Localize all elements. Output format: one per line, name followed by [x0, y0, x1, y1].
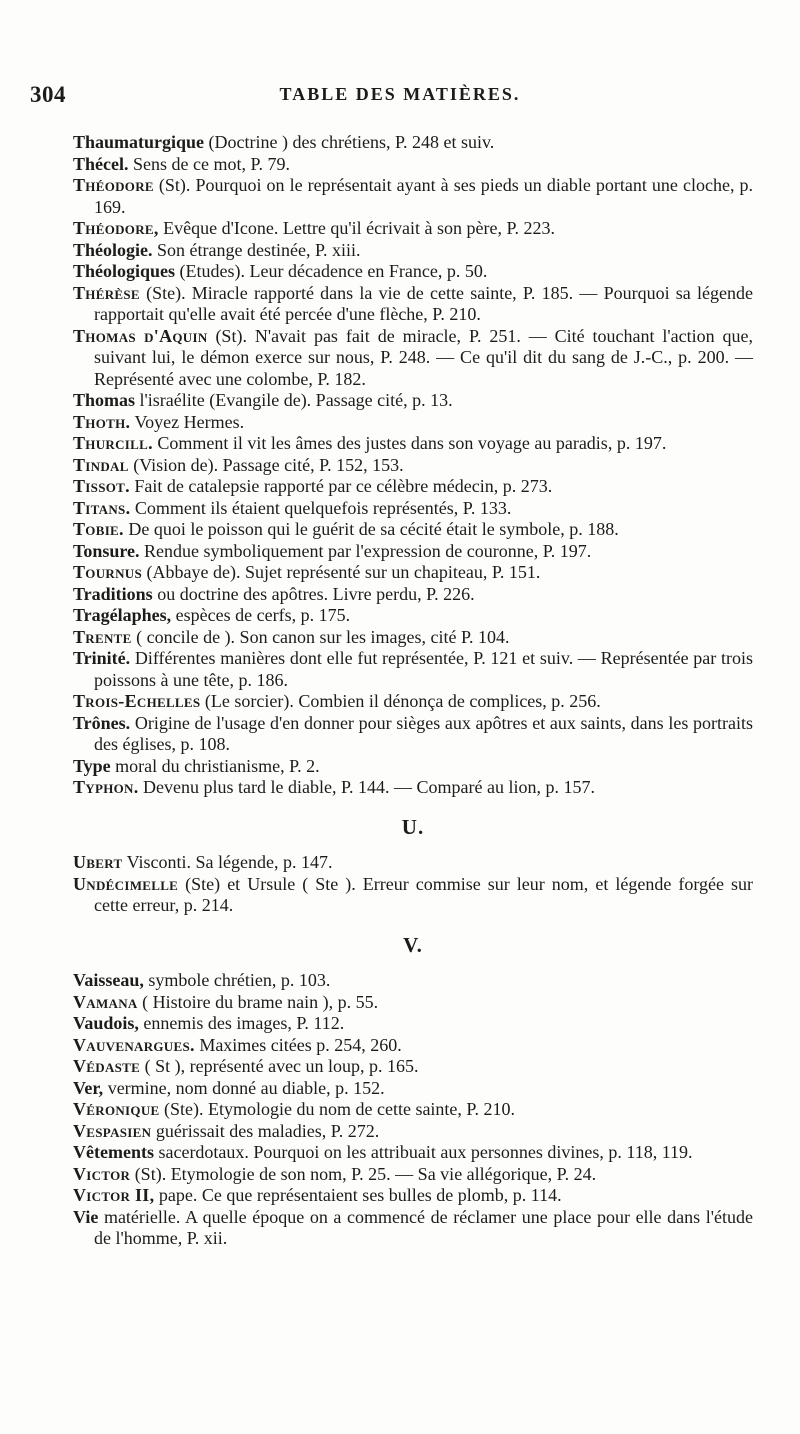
index-term: Thécel. — [73, 153, 129, 174]
index-description: moral du christianisme, P. 2. — [110, 755, 320, 776]
index-term: Thérèse — [73, 282, 140, 303]
index-term: Ubert — [73, 852, 123, 872]
index-description: ( Histoire du brame nain ), p. 55. — [137, 991, 379, 1012]
index-entry — [73, 970, 753, 992]
page-header — [30, 82, 770, 112]
index-term: Théodore — [73, 175, 154, 195]
index-entry — [73, 648, 753, 691]
index-term: Théologiques — [73, 261, 176, 281]
section-heading-v: V. — [403, 932, 423, 957]
section-heading-u: U. — [401, 814, 425, 839]
index-entry — [73, 1056, 753, 1078]
index-term: Undécimelle — [73, 873, 179, 894]
index-entry — [73, 326, 753, 391]
index-section-v — [73, 970, 753, 1250]
index-description: Maximes citées p. 254, 260. — [194, 1034, 402, 1055]
index-term: Védaste — [73, 1056, 141, 1076]
index-description: Devenu plus tard le diable, P. 144. — Comparé au lion, p. 157. — [138, 777, 595, 797]
index-description: l'israélite (Evangile de). Passage cité, p. 13. — [135, 390, 453, 410]
index-description: guérissait des maladies, P. 272. — [151, 1120, 380, 1141]
index-entry — [73, 1013, 753, 1035]
index-term: Trônes. — [73, 712, 131, 733]
index-description: (Ste). Etymologie du nom de cette sainte, P. 210. — [159, 1099, 515, 1119]
index-entry — [73, 519, 753, 541]
index-term: Trente — [73, 626, 132, 647]
index-entry — [73, 541, 753, 563]
index-entry — [73, 852, 753, 874]
index-description: vermine, nom donné au diable, p. 152. — [103, 1077, 385, 1098]
index-entry — [73, 777, 753, 799]
index-entry — [73, 1121, 753, 1143]
index-entry — [73, 1185, 753, 1207]
index-description: ou doctrine des apôtres. Livre perdu, P. 226. — [152, 583, 475, 604]
index-term: Thomas — [73, 390, 136, 410]
index-entry — [73, 584, 753, 606]
index-description: Fait de catalepsie rapporté par ce célèbre médecin, p. 273. — [129, 476, 553, 496]
index-description: pape. Ce que représentaient ses bulles de plomb, p. 114. — [154, 1185, 562, 1205]
index-entry — [73, 1035, 753, 1057]
index-description: (Abbaye de). Sujet représenté sur un chapiteau, P. 151. — [142, 562, 541, 582]
index-entry — [73, 1164, 753, 1186]
index-description: Son étrange destinée, P. xiii. — [152, 239, 361, 260]
index-entry — [73, 756, 753, 778]
index-entry — [73, 433, 753, 455]
index-description: (Etudes). Leur décadence en France, p. 50. — [175, 261, 488, 281]
index-description: (Ste). Miracle rapporté dans la vie de cette sainte, P. 185. — Pourquoi sa légende rapportait qu'elle avait été percée d'une flèche, P. 210. — [94, 282, 753, 324]
index-term: Vespasien — [73, 1120, 152, 1141]
index-description: espèces de cerfs, p. 175. — [171, 605, 351, 625]
index-entry — [73, 1142, 753, 1164]
index-entry — [73, 283, 753, 326]
index-description: matérielle. A quelle époque on a commencé de réclamer une place pour elle dans l'étude de l'homme, P. xii. — [94, 1206, 753, 1248]
index-description: Comment ils étaient quelquefois représentés, P. 133. — [130, 497, 512, 518]
index-term: Titans. — [73, 497, 131, 518]
index-description: (St). Pourquoi on le représentait ayant à ses pieds un diable portant une cloche, p. 169. — [94, 175, 753, 217]
index-term: Vaudois, — [73, 1013, 139, 1033]
index-term: Thurcill. — [73, 433, 153, 453]
index-description: ennemis des images, P. 112. — [138, 1013, 345, 1033]
index-term: Thaumaturgique — [73, 132, 205, 152]
index-term: Type — [73, 755, 111, 776]
index-term: Trois-Echelles — [73, 691, 201, 711]
index-term: Vamana — [73, 991, 138, 1012]
index-description: (St). Etymologie de son nom, P. 25. — Sa vie allégorique, P. 24. — [130, 1163, 597, 1184]
index-term: Tragélaphes, — [73, 605, 172, 625]
index-term: Vêtements — [73, 1142, 154, 1162]
index-entry — [73, 175, 753, 218]
index-entry — [73, 691, 753, 713]
index-description: (St). N'avait pas fait de miracle, P. 251. — Cité touchant l'action que, suivant lui, le démon exerce sur nous, P. 248. — Ce qu'il dit du sang de J.-C., p. 200. — Représenté avec une colombe, P. 182. — [94, 325, 753, 389]
index-term: Théologie. — [73, 239, 153, 260]
index-entry — [73, 874, 753, 917]
index-description: Voyez Hermes. — [130, 411, 245, 432]
index-term: Tindal — [73, 454, 129, 475]
index-description: (Doctrine ) des chrétiens, P. 248 et suiv. — [204, 132, 495, 152]
index-term: Théodore, — [73, 218, 159, 238]
index-description: Sens de ce mot, P. 79. — [128, 153, 290, 174]
index-entry — [73, 1078, 753, 1100]
index-term: Véronique — [73, 1099, 160, 1119]
index-description: sacerdotaux. Pourquoi on les attribuait aux personnes divines, p. 118, 119. — [153, 1142, 693, 1162]
index-entry — [73, 498, 753, 520]
index-term: Tournus — [73, 562, 143, 582]
index-entry — [73, 261, 753, 283]
index-entry — [73, 476, 753, 498]
index-description: De quoi le poisson qui le guérit de sa cécité était le symbole, p. 188. — [123, 519, 619, 539]
index-term: Victor II, — [73, 1185, 155, 1205]
index-description: ( concile de ). Son canon sur les images, cité P. 104. — [131, 626, 510, 647]
index-description: ( St ), représenté avec un loup, p. 165. — [140, 1056, 419, 1076]
index-term: Traditions — [73, 583, 153, 604]
index-description: Rendue symboliquement par l'expression de couronne, P. 197. — [139, 540, 592, 561]
index-description: Visconti. Sa légende, p. 147. — [122, 852, 333, 872]
index-term: Vie — [73, 1206, 99, 1227]
index-entry — [73, 627, 753, 649]
index-entry — [73, 132, 753, 154]
index-entry — [73, 455, 753, 477]
index-description: (Ste) et Ursule ( Ste ). Erreur commise sur leur nom, et légende forgée sur cette erreur, p. 214. — [94, 873, 753, 915]
index-description: Différentes manières dont elle fut représentée, P. 121 et suiv. — Représentée par trois poissons à une tête, p. 186. — [94, 648, 753, 690]
index-description: symbole chrétien, p. 103. — [143, 970, 331, 990]
index-entry — [73, 713, 753, 756]
index-term: Vaisseau, — [73, 970, 144, 990]
index-description: Origine de l'usage d'en donner pour sièges aux apôtres et aux saints, dans les portraits des églises, p. 108. — [94, 712, 753, 754]
index-section-u — [73, 852, 753, 917]
index-entry — [73, 390, 753, 412]
page-number: 304 — [30, 82, 66, 107]
index-entry — [73, 218, 753, 240]
index-entry — [73, 1099, 753, 1121]
index-term: Tobie. — [73, 519, 124, 539]
index-description: (Le sorcier). Combien il dénonça de complices, p. 256. — [200, 691, 601, 711]
index-term: Tonsure. — [73, 540, 140, 561]
index-entry — [73, 240, 753, 262]
index-term: Victor — [73, 1163, 131, 1184]
index-description: (Vision de). Passage cité, P. 152, 153. — [128, 454, 404, 475]
index-entry — [73, 154, 753, 176]
index-term: Tissot. — [73, 476, 130, 496]
index-term: Typhon. — [73, 777, 139, 797]
index-section-t — [73, 132, 753, 799]
index-term: Thoth. — [73, 411, 131, 432]
index-description: Evêque d'Icone. Lettre qu'il écrivait à son père, P. 223. — [158, 218, 556, 238]
index-entry — [73, 1207, 753, 1250]
running-title: TABLE DES MATIÈRES. — [279, 84, 521, 104]
index-entry — [73, 992, 753, 1014]
index-entry — [73, 412, 753, 434]
index-entry — [73, 562, 753, 584]
index-term: Trinité. — [73, 648, 131, 668]
index-term: Ver, — [73, 1077, 104, 1098]
index-content — [73, 132, 753, 1250]
index-term: Thomas d'Aquin — [73, 325, 208, 346]
index-term: Vauvenargues. — [73, 1034, 195, 1055]
index-entry — [73, 605, 753, 627]
index-description: Comment il vit les âmes des justes dans son voyage au paradis, p. 197. — [152, 433, 667, 453]
